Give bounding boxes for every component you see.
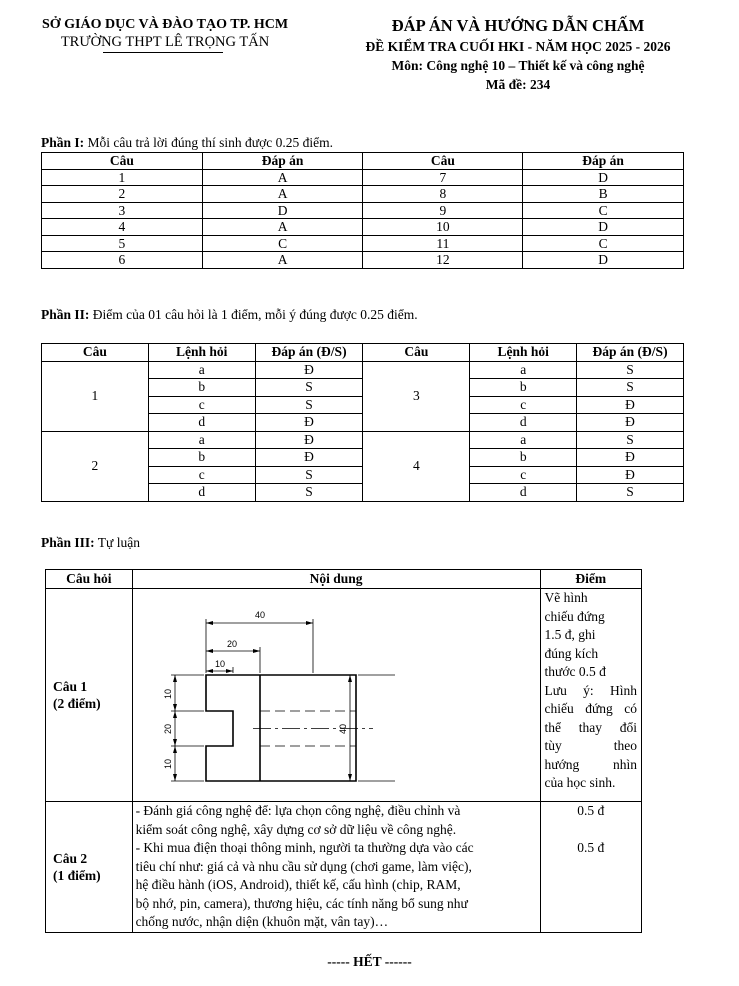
part3-header-content: Nội dung (132, 570, 540, 589)
part1-row (42, 219, 684, 236)
part2-header-item: Lệnh hỏi (148, 344, 255, 362)
part2-answer-cell: Đ (577, 396, 684, 414)
part1-heading (41, 135, 333, 151)
part1-header-answer: Đáp án (202, 153, 363, 170)
part1-answer-cell: C (202, 235, 363, 252)
part2-header-item: Lệnh hỏi (470, 344, 577, 362)
dim-label-20: 20 (226, 639, 237, 649)
part2-text: Điểm của 01 câu hỏi là 1 điểm, mỗi ý đúng được 0.25 điểm. (89, 307, 418, 322)
part2-question-cell: 2 (42, 431, 149, 501)
part2-question-cell: 1 (42, 361, 149, 431)
part2-item-cell: c (148, 466, 255, 484)
part1-row (42, 202, 684, 219)
q1-grade-line: chiếu đứng (544, 608, 605, 624)
q1-grade-line: 1.5 đ, ghi (544, 627, 596, 642)
dim-label-right-40: 40 (337, 723, 348, 734)
q2-cell (46, 802, 133, 933)
part2-table (41, 343, 684, 502)
q2-scores (540, 802, 641, 933)
outline-shape (206, 675, 356, 781)
part1-answer-cell: D (523, 252, 684, 269)
end-marker: ----- HẾT ------ (327, 954, 412, 969)
part3-header-question: Câu hỏi (46, 570, 133, 589)
part1-answer-cell: B (523, 186, 684, 203)
part1-answer-cell: D (523, 219, 684, 236)
part2-question-cell: 4 (363, 431, 470, 501)
part1-row (42, 235, 684, 252)
part3-label: Phần III: (41, 535, 95, 550)
part3-heading (41, 535, 140, 551)
q1-note-line: chiếu đứng có (544, 701, 637, 716)
part2-answer-cell: S (255, 396, 363, 414)
part1-question-cell: 7 (363, 169, 523, 186)
part2-header-question: Câu (363, 344, 470, 362)
part3-text: Tự luận (94, 535, 140, 550)
part2-question-cell: 3 (363, 361, 470, 431)
part1-answer-cell: A (202, 252, 363, 269)
part2-item-cell: b (470, 379, 577, 397)
q2-content-line: - Đánh giá công nghệ để: lựa chọn công nghệ, điều chỉnh và (135, 803, 461, 818)
part2-answer-cell: S (577, 484, 684, 502)
part2-answer-cell: Đ (577, 466, 684, 484)
part2-answer-cell: S (577, 379, 684, 397)
part1-table (41, 152, 684, 269)
part2-item-cell: d (470, 484, 577, 502)
part2-answer-cell: Đ (577, 414, 684, 432)
q2-content-line: chống nước, nhận diện (khuôn mặt, vân tay)… (135, 914, 389, 929)
part2-answer-cell: Đ (255, 431, 363, 449)
q1-note-line: tùy theo (544, 738, 637, 753)
part1-question-cell: 2 (42, 186, 203, 203)
part1-question-cell: 10 (363, 219, 523, 236)
part2-heading (41, 307, 418, 323)
part1-answer-cell: C (523, 235, 684, 252)
part1-answer-cell: A (202, 219, 363, 236)
part3-table (45, 569, 642, 933)
q2-score-2: 0.5 đ (577, 840, 605, 855)
part2-answer-cell: S (255, 484, 363, 502)
part1-question-cell: 6 (42, 252, 203, 269)
part1-row (42, 169, 684, 186)
q1-cell (46, 589, 133, 802)
q1-title: Câu 1 (53, 679, 88, 694)
part2-answer-cell: Đ (255, 361, 363, 379)
q2-content-line: - Khi mua điện thoại thông minh, người ta thường dựa vào các (135, 840, 474, 855)
part2-answer-cell: S (577, 361, 684, 379)
q2-score-1: 0.5 đ (577, 803, 605, 818)
q2-title: Câu 2 (53, 850, 88, 866)
exam-title: ĐỀ KIỂM TRA CUỐI HKI - NĂM HỌC 2025 - 2026 (365, 39, 671, 54)
part1-answer-cell: D (202, 202, 363, 219)
part2-item-cell: c (470, 396, 577, 414)
part1-answer-cell: C (523, 202, 684, 219)
q1-note-line: Lưu ý: Hình (544, 682, 637, 698)
part2-item-cell: a (148, 361, 255, 379)
dim-label-left-10-top: 10 (162, 688, 173, 699)
school-underline (103, 52, 223, 53)
part2-item-cell: b (470, 449, 577, 467)
part2-item-cell: c (148, 396, 255, 414)
part2-item-cell: b (148, 449, 255, 467)
part1-text: Mỗi câu trả lời đúng thí sinh được 0.25 điểm. (84, 135, 333, 150)
part2-label: Phần II: (41, 307, 90, 322)
front-view-drawing (133, 589, 539, 801)
part1-answer-cell: D (523, 169, 684, 186)
part2-item-cell: d (148, 484, 255, 502)
part1-question-cell: 8 (363, 186, 523, 203)
part2-row (42, 431, 684, 449)
part2-answer-cell: Đ (577, 449, 684, 467)
part1-question-cell: 4 (42, 219, 203, 236)
part2-item-cell: a (470, 431, 577, 449)
dim-label-left-10-bottom: 10 (162, 758, 173, 769)
part1-question-cell: 3 (42, 202, 203, 219)
school-name-text: TRƯỜNG THPT LÊ TRỌNG TẤN (60, 34, 270, 50)
part3-header-score: Điểm (540, 570, 641, 589)
part1-question-cell: 9 (363, 202, 523, 219)
part2-answer-cell: S (255, 379, 363, 397)
q1-grade-line: đúng kích (544, 645, 599, 661)
part2-header-answer: Đáp án (Đ/S) (255, 344, 363, 362)
part1-question-cell: 12 (363, 252, 523, 269)
q1-note-line: của học sinh. (544, 775, 616, 790)
dim-label-left-20: 20 (162, 723, 173, 734)
q1-points: (2 điểm) (53, 696, 101, 711)
part1-answer-cell: A (202, 186, 363, 203)
part2-header-question: Câu (42, 344, 149, 362)
part2-item-cell: d (148, 414, 255, 432)
part1-question-cell: 11 (363, 235, 523, 252)
q1-note-line: hướng nhìn (544, 756, 637, 772)
part2-header-answer: Đáp án (Đ/S) (577, 344, 684, 362)
department-name: SỞ GIÁO DỤC VÀ ĐÀO TẠO TP. HCM (41, 17, 289, 32)
part1-answer-cell: A (202, 169, 363, 186)
part1-question-cell: 1 (42, 169, 203, 186)
part1-row (42, 252, 684, 269)
q2-content-line: kiểm soát công nghệ, xây dựng cơ sở dữ liệu về công nghệ. (135, 821, 457, 837)
part1-header-answer: Đáp án (523, 153, 684, 170)
part2-answer-cell: S (577, 431, 684, 449)
q2-points: (1 điểm) (53, 867, 101, 883)
part1-header-question: Câu (42, 153, 203, 170)
school-name (15, 34, 315, 51)
document-title: ĐÁP ÁN VÀ HƯỚNG DẪN CHẤM (391, 16, 645, 35)
part2-answer-cell: S (255, 466, 363, 484)
exam-code: Mã đề: 234 (485, 77, 551, 92)
part2-answer-cell: Đ (255, 414, 363, 432)
q2-content-line: tiêu chí như: giá cả và nhu cầu sử dụng (chơi game, làm việc), (135, 858, 472, 874)
part2-answer-cell: Đ (255, 449, 363, 467)
q1-grade-line: thước 0.5 đ (544, 664, 606, 679)
part2-item-cell: a (470, 361, 577, 379)
part1-row (42, 186, 684, 203)
part2-item-cell: a (148, 431, 255, 449)
part2-item-cell: c (470, 466, 577, 484)
q2-content-line: bộ nhớ, pin, camera), thương hiệu, các tính năng bổ sung như (135, 895, 468, 911)
part2-row (42, 361, 684, 379)
part2-item-cell: b (148, 379, 255, 397)
q2-content (132, 802, 540, 933)
part1-question-cell: 5 (42, 235, 203, 252)
subject-line: Môn: Công nghệ 10 – Thiết kế và công nghệ (391, 58, 645, 73)
dim-label-40: 40 (254, 610, 265, 620)
q2-content-line: hệ điều hành (iOS, Android), thiết kế, cấu hình (chip, RAM, (135, 877, 461, 892)
dim-label-10: 10 (214, 659, 225, 669)
q1-content (132, 589, 540, 802)
q1-grading (540, 589, 641, 802)
q1-note-line: thể thay đổi (544, 719, 637, 735)
part1-label: Phần I: (41, 135, 85, 150)
part1-header-question: Câu (363, 153, 523, 170)
q1-grade-line: Vẽ hình (544, 590, 588, 605)
part2-item-cell: d (470, 414, 577, 432)
